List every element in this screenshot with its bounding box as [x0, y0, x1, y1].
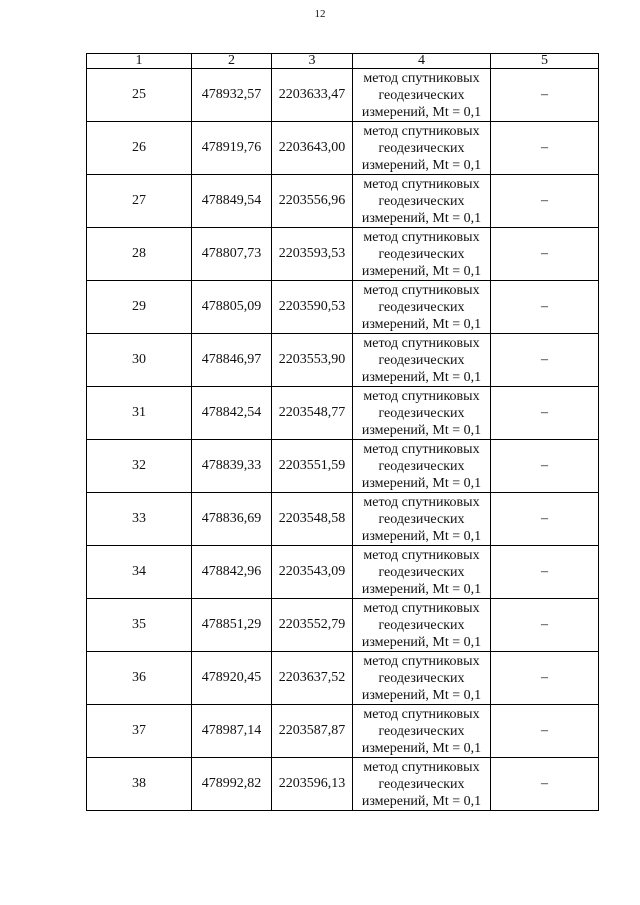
table-row	[87, 334, 599, 387]
point-number-cell: 29	[87, 281, 192, 334]
method-line-1: метод спутниковых	[363, 706, 480, 722]
method-line-3: измерений, Mt = 0,1	[361, 581, 482, 597]
method-cell	[353, 652, 491, 705]
y-coordinate-cell: 2203543,09	[272, 546, 353, 599]
method-line-2: геодезических	[378, 617, 465, 633]
method-line-3: измерений, Mt = 0,1	[361, 528, 482, 544]
method-line-2: геодезических	[378, 193, 465, 209]
method-line-2: геодезических	[378, 458, 465, 474]
table-row	[87, 440, 599, 493]
method-cell	[353, 228, 491, 281]
y-coordinate-cell: 2203553,90	[272, 334, 353, 387]
method-line-1: метод спутниковых	[363, 123, 480, 139]
point-number-cell: 38	[87, 758, 192, 811]
method-cell	[353, 493, 491, 546]
y-coordinate-cell: 2203593,53	[272, 228, 353, 281]
method-cell	[353, 705, 491, 758]
method-line-1: метод спутниковых	[363, 388, 480, 404]
method-cell	[353, 546, 491, 599]
column-5-cell: –	[491, 334, 599, 387]
page-number: 12	[314, 8, 326, 20]
method-line-2: геодезических	[378, 87, 465, 103]
y-coordinate-cell: 2203548,77	[272, 387, 353, 440]
x-coordinate-cell: 478987,14	[192, 705, 272, 758]
column-5-cell: –	[491, 228, 599, 281]
header-cell-1: 1	[87, 54, 192, 69]
column-5-cell: –	[491, 175, 599, 228]
x-coordinate-cell: 478849,54	[192, 175, 272, 228]
x-coordinate-cell: 478919,76	[192, 122, 272, 175]
x-coordinate-cell: 478932,57	[192, 69, 272, 122]
column-5-cell: –	[491, 493, 599, 546]
method-cell	[353, 281, 491, 334]
method-line-2: геодезических	[378, 246, 465, 262]
method-cell	[353, 758, 491, 811]
point-number-cell: 33	[87, 493, 192, 546]
point-number-cell: 35	[87, 599, 192, 652]
point-number-cell: 25	[87, 69, 192, 122]
method-line-3: измерений, Mt = 0,1	[361, 793, 482, 809]
point-number-cell: 30	[87, 334, 192, 387]
method-line-2: геодезических	[378, 140, 465, 156]
header-row	[87, 54, 599, 69]
table-row	[87, 387, 599, 440]
x-coordinate-cell: 478836,69	[192, 493, 272, 546]
method-line-2: геодезических	[378, 352, 465, 368]
column-5-cell: –	[491, 758, 599, 811]
column-5-cell: –	[491, 281, 599, 334]
point-number-cell: 31	[87, 387, 192, 440]
method-line-3: измерений, Mt = 0,1	[361, 422, 482, 438]
method-line-1: метод спутниковых	[363, 494, 480, 510]
method-line-2: геодезических	[378, 723, 465, 739]
x-coordinate-cell: 478807,73	[192, 228, 272, 281]
table-row	[87, 493, 599, 546]
method-cell	[353, 334, 491, 387]
method-cell	[353, 599, 491, 652]
method-line-1: метод спутниковых	[363, 335, 480, 351]
method-line-2: геодезических	[378, 564, 465, 580]
column-5-cell: –	[491, 599, 599, 652]
point-number-cell: 32	[87, 440, 192, 493]
table-row	[87, 705, 599, 758]
method-line-1: метод спутниковых	[363, 653, 480, 669]
point-number-cell: 37	[87, 705, 192, 758]
column-5-cell: –	[491, 652, 599, 705]
method-cell	[353, 69, 491, 122]
table-body	[87, 69, 599, 811]
column-5-cell: –	[491, 546, 599, 599]
method-line-3: измерений, Mt = 0,1	[361, 475, 482, 491]
y-coordinate-cell: 2203551,59	[272, 440, 353, 493]
y-coordinate-cell: 2203556,96	[272, 175, 353, 228]
x-coordinate-cell: 478851,29	[192, 599, 272, 652]
column-5-cell: –	[491, 705, 599, 758]
x-coordinate-cell: 478839,33	[192, 440, 272, 493]
column-5-cell: –	[491, 387, 599, 440]
y-coordinate-cell: 2203643,00	[272, 122, 353, 175]
method-line-2: геодезических	[378, 776, 465, 792]
method-line-3: измерений, Mt = 0,1	[361, 263, 482, 279]
point-number-cell: 28	[87, 228, 192, 281]
x-coordinate-cell: 478992,82	[192, 758, 272, 811]
y-coordinate-cell: 2203633,47	[272, 69, 353, 122]
header-cell-5: 5	[491, 54, 599, 69]
y-coordinate-cell: 2203587,87	[272, 705, 353, 758]
coordinates-table	[86, 53, 599, 811]
method-cell	[353, 175, 491, 228]
method-line-3: измерений, Mt = 0,1	[361, 740, 482, 756]
header-cell-2: 2	[192, 54, 272, 69]
method-line-1: метод спутниковых	[363, 759, 480, 775]
method-line-3: измерений, Mt = 0,1	[361, 369, 482, 385]
method-line-3: измерений, Mt = 0,1	[361, 687, 482, 703]
y-coordinate-cell: 2203552,79	[272, 599, 353, 652]
table-row	[87, 758, 599, 811]
method-line-1: метод спутниковых	[363, 441, 480, 457]
y-coordinate-cell: 2203548,58	[272, 493, 353, 546]
table-row	[87, 228, 599, 281]
method-line-2: геодезических	[378, 670, 465, 686]
table-row	[87, 599, 599, 652]
method-line-3: измерений, Mt = 0,1	[361, 104, 482, 120]
x-coordinate-cell: 478805,09	[192, 281, 272, 334]
column-5-cell: –	[491, 69, 599, 122]
method-line-3: измерений, Mt = 0,1	[361, 634, 482, 650]
x-coordinate-cell: 478846,97	[192, 334, 272, 387]
method-line-1: метод спутниковых	[363, 282, 480, 298]
table-row	[87, 175, 599, 228]
method-line-2: геодезических	[378, 299, 465, 315]
column-5-cell: –	[491, 440, 599, 493]
method-line-3: измерений, Mt = 0,1	[361, 157, 482, 173]
y-coordinate-cell: 2203596,13	[272, 758, 353, 811]
table-row	[87, 652, 599, 705]
method-line-1: метод спутниковых	[363, 70, 480, 86]
method-line-1: метод спутниковых	[363, 547, 480, 563]
method-line-3: измерений, Mt = 0,1	[361, 316, 482, 332]
method-line-1: метод спутниковых	[363, 229, 480, 245]
table-row	[87, 281, 599, 334]
header-cell-4: 4	[353, 54, 491, 69]
y-coordinate-cell: 2203590,53	[272, 281, 353, 334]
x-coordinate-cell: 478920,45	[192, 652, 272, 705]
point-number-cell: 26	[87, 122, 192, 175]
table-row	[87, 122, 599, 175]
y-coordinate-cell: 2203637,52	[272, 652, 353, 705]
header-cell-3: 3	[272, 54, 353, 69]
method-line-2: геодезических	[378, 511, 465, 527]
x-coordinate-cell: 478842,54	[192, 387, 272, 440]
method-line-3: измерений, Mt = 0,1	[361, 210, 482, 226]
method-cell	[353, 122, 491, 175]
table-row	[87, 546, 599, 599]
method-line-1: метод спутниковых	[363, 600, 480, 616]
point-number-cell: 27	[87, 175, 192, 228]
method-line-2: геодезических	[378, 405, 465, 421]
method-cell	[353, 387, 491, 440]
table-row	[87, 69, 599, 122]
method-cell	[353, 440, 491, 493]
x-coordinate-cell: 478842,96	[192, 546, 272, 599]
method-line-1: метод спутниковых	[363, 176, 480, 192]
column-5-cell: –	[491, 122, 599, 175]
point-number-cell: 36	[87, 652, 192, 705]
point-number-cell: 34	[87, 546, 192, 599]
